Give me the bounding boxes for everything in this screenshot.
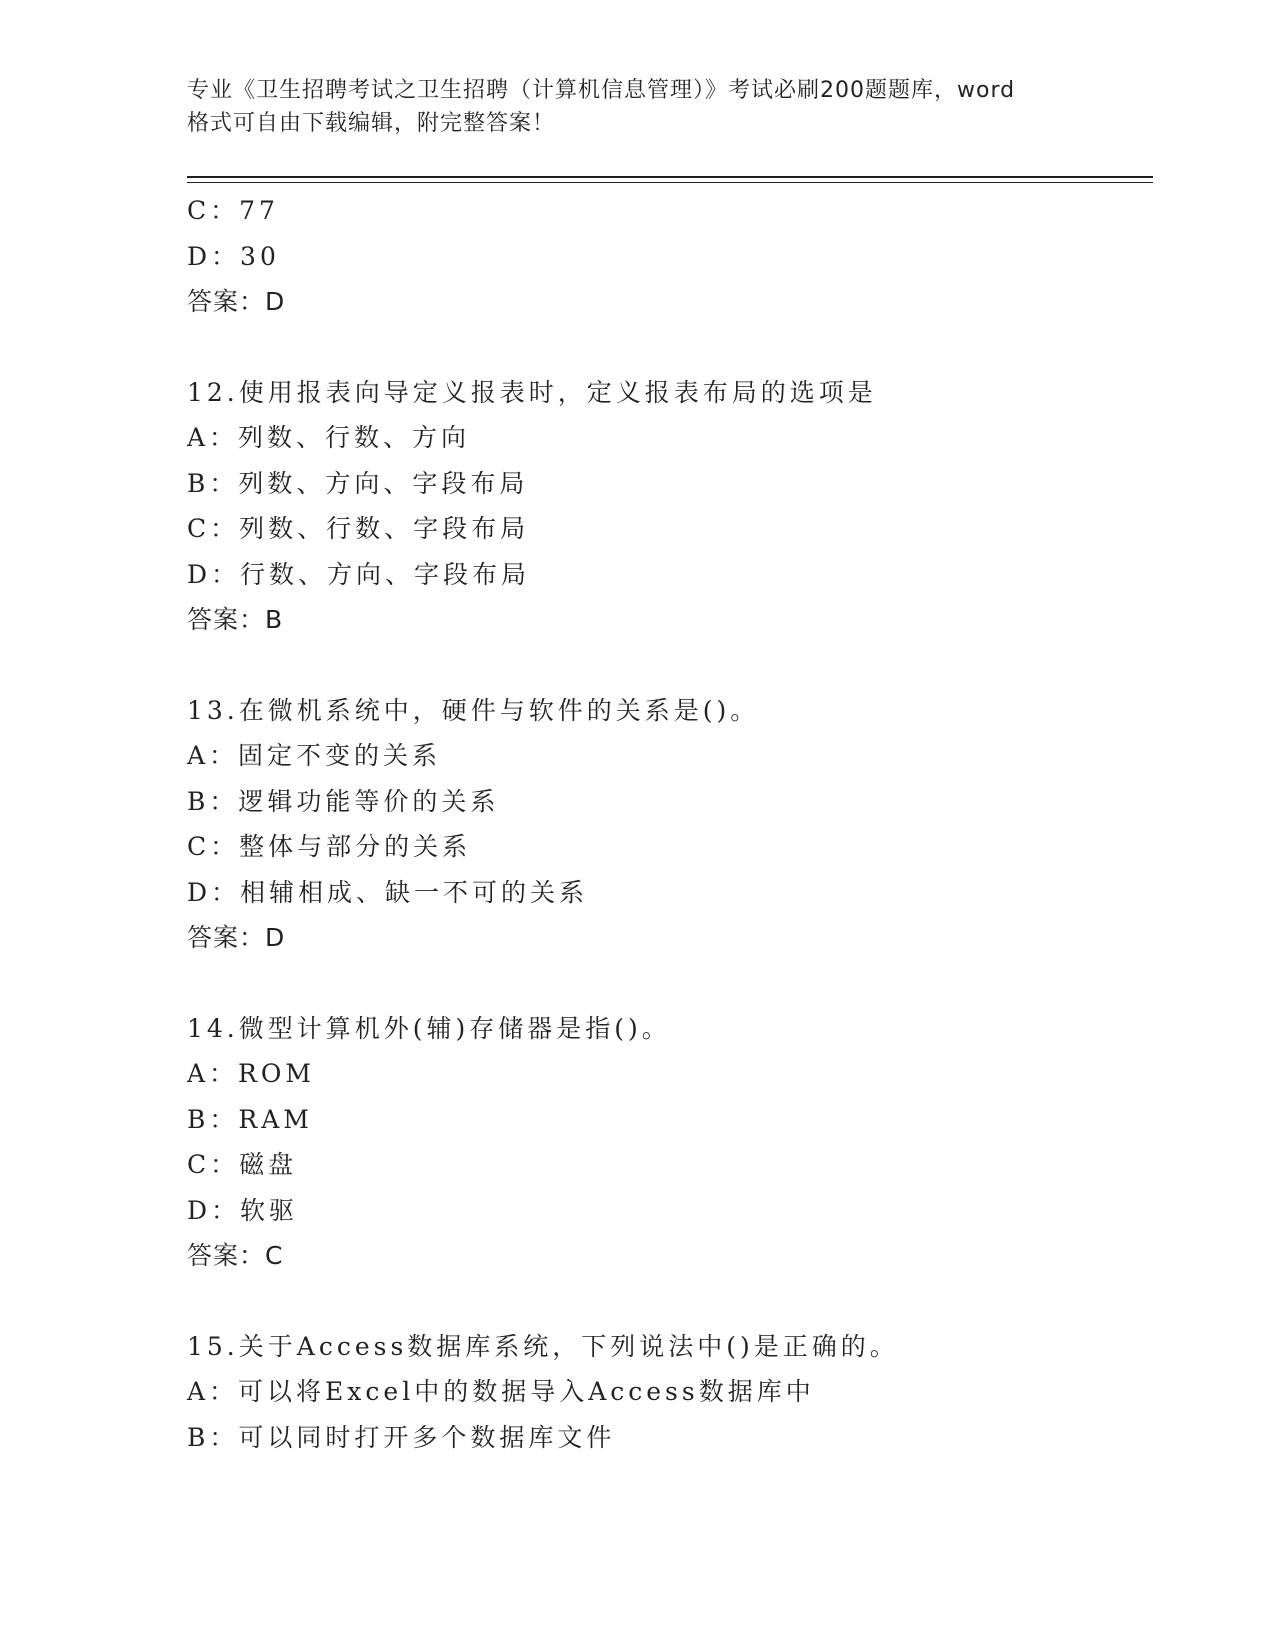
document-header: [187, 74, 1087, 140]
question-text: 12.使用报表向导定义报表时，定义报表布局的选项是: [187, 377, 877, 407]
option-b: B：逻辑功能等价的关系: [187, 786, 500, 816]
option-a: A：列数、行数、方向: [187, 423, 471, 452]
header-divider-thin: [187, 182, 1153, 183]
option-a: A：ROM: [187, 1059, 315, 1088]
question-11-tail: [187, 188, 1137, 325]
question-15: [187, 1324, 1137, 1461]
option-c: C：整体与部分的关系: [187, 832, 472, 861]
option-b: B：RAM: [187, 1104, 313, 1134]
option-d: D：30: [187, 241, 280, 271]
option-c: C：列数、行数、字段布局: [187, 514, 530, 543]
question-text: 13.在微机系统中，硬件与软件的关系是()。: [187, 695, 760, 725]
question-12: [187, 370, 1137, 643]
answer: 答案：B: [187, 605, 284, 634]
option-b: B：列数、方向、字段布局: [187, 468, 529, 498]
question-text: 14.微型计算机外(辅)存储器是指()。: [187, 1013, 671, 1043]
answer: 答案：D: [187, 923, 286, 952]
question-text: 15.关于Access数据库系统，下列说法中()是正确的。: [187, 1331, 899, 1361]
header-divider-thick: [187, 176, 1153, 178]
option-a: A：可以将Excel中的数据导入Access数据库中: [187, 1377, 815, 1406]
answer: 答案：D: [187, 287, 286, 316]
header-title-line-1: 专业《卫生招聘考试之卫生招聘（计算机信息管理）》考试必刷200题题库，word: [187, 78, 1016, 103]
option-d: D：相辅相成、缺一不可的关系: [187, 877, 589, 907]
option-a: A：固定不变的关系: [187, 741, 442, 770]
option-d: D：软驱: [187, 1195, 299, 1225]
option-c: C：磁盘: [187, 1150, 298, 1179]
question-14: [187, 1006, 1137, 1279]
header-title-line-2: 格式可自由下载编辑，附完整答案！: [187, 111, 556, 136]
question-13: [187, 688, 1137, 961]
question-list: [187, 188, 1137, 1460]
option-d: D：行数、方向、字段布局: [187, 559, 531, 589]
option-c: C：77: [187, 196, 279, 225]
answer: 答案：C: [187, 1241, 284, 1270]
option-b: B：可以同时打开多个数据库文件: [187, 1422, 616, 1452]
